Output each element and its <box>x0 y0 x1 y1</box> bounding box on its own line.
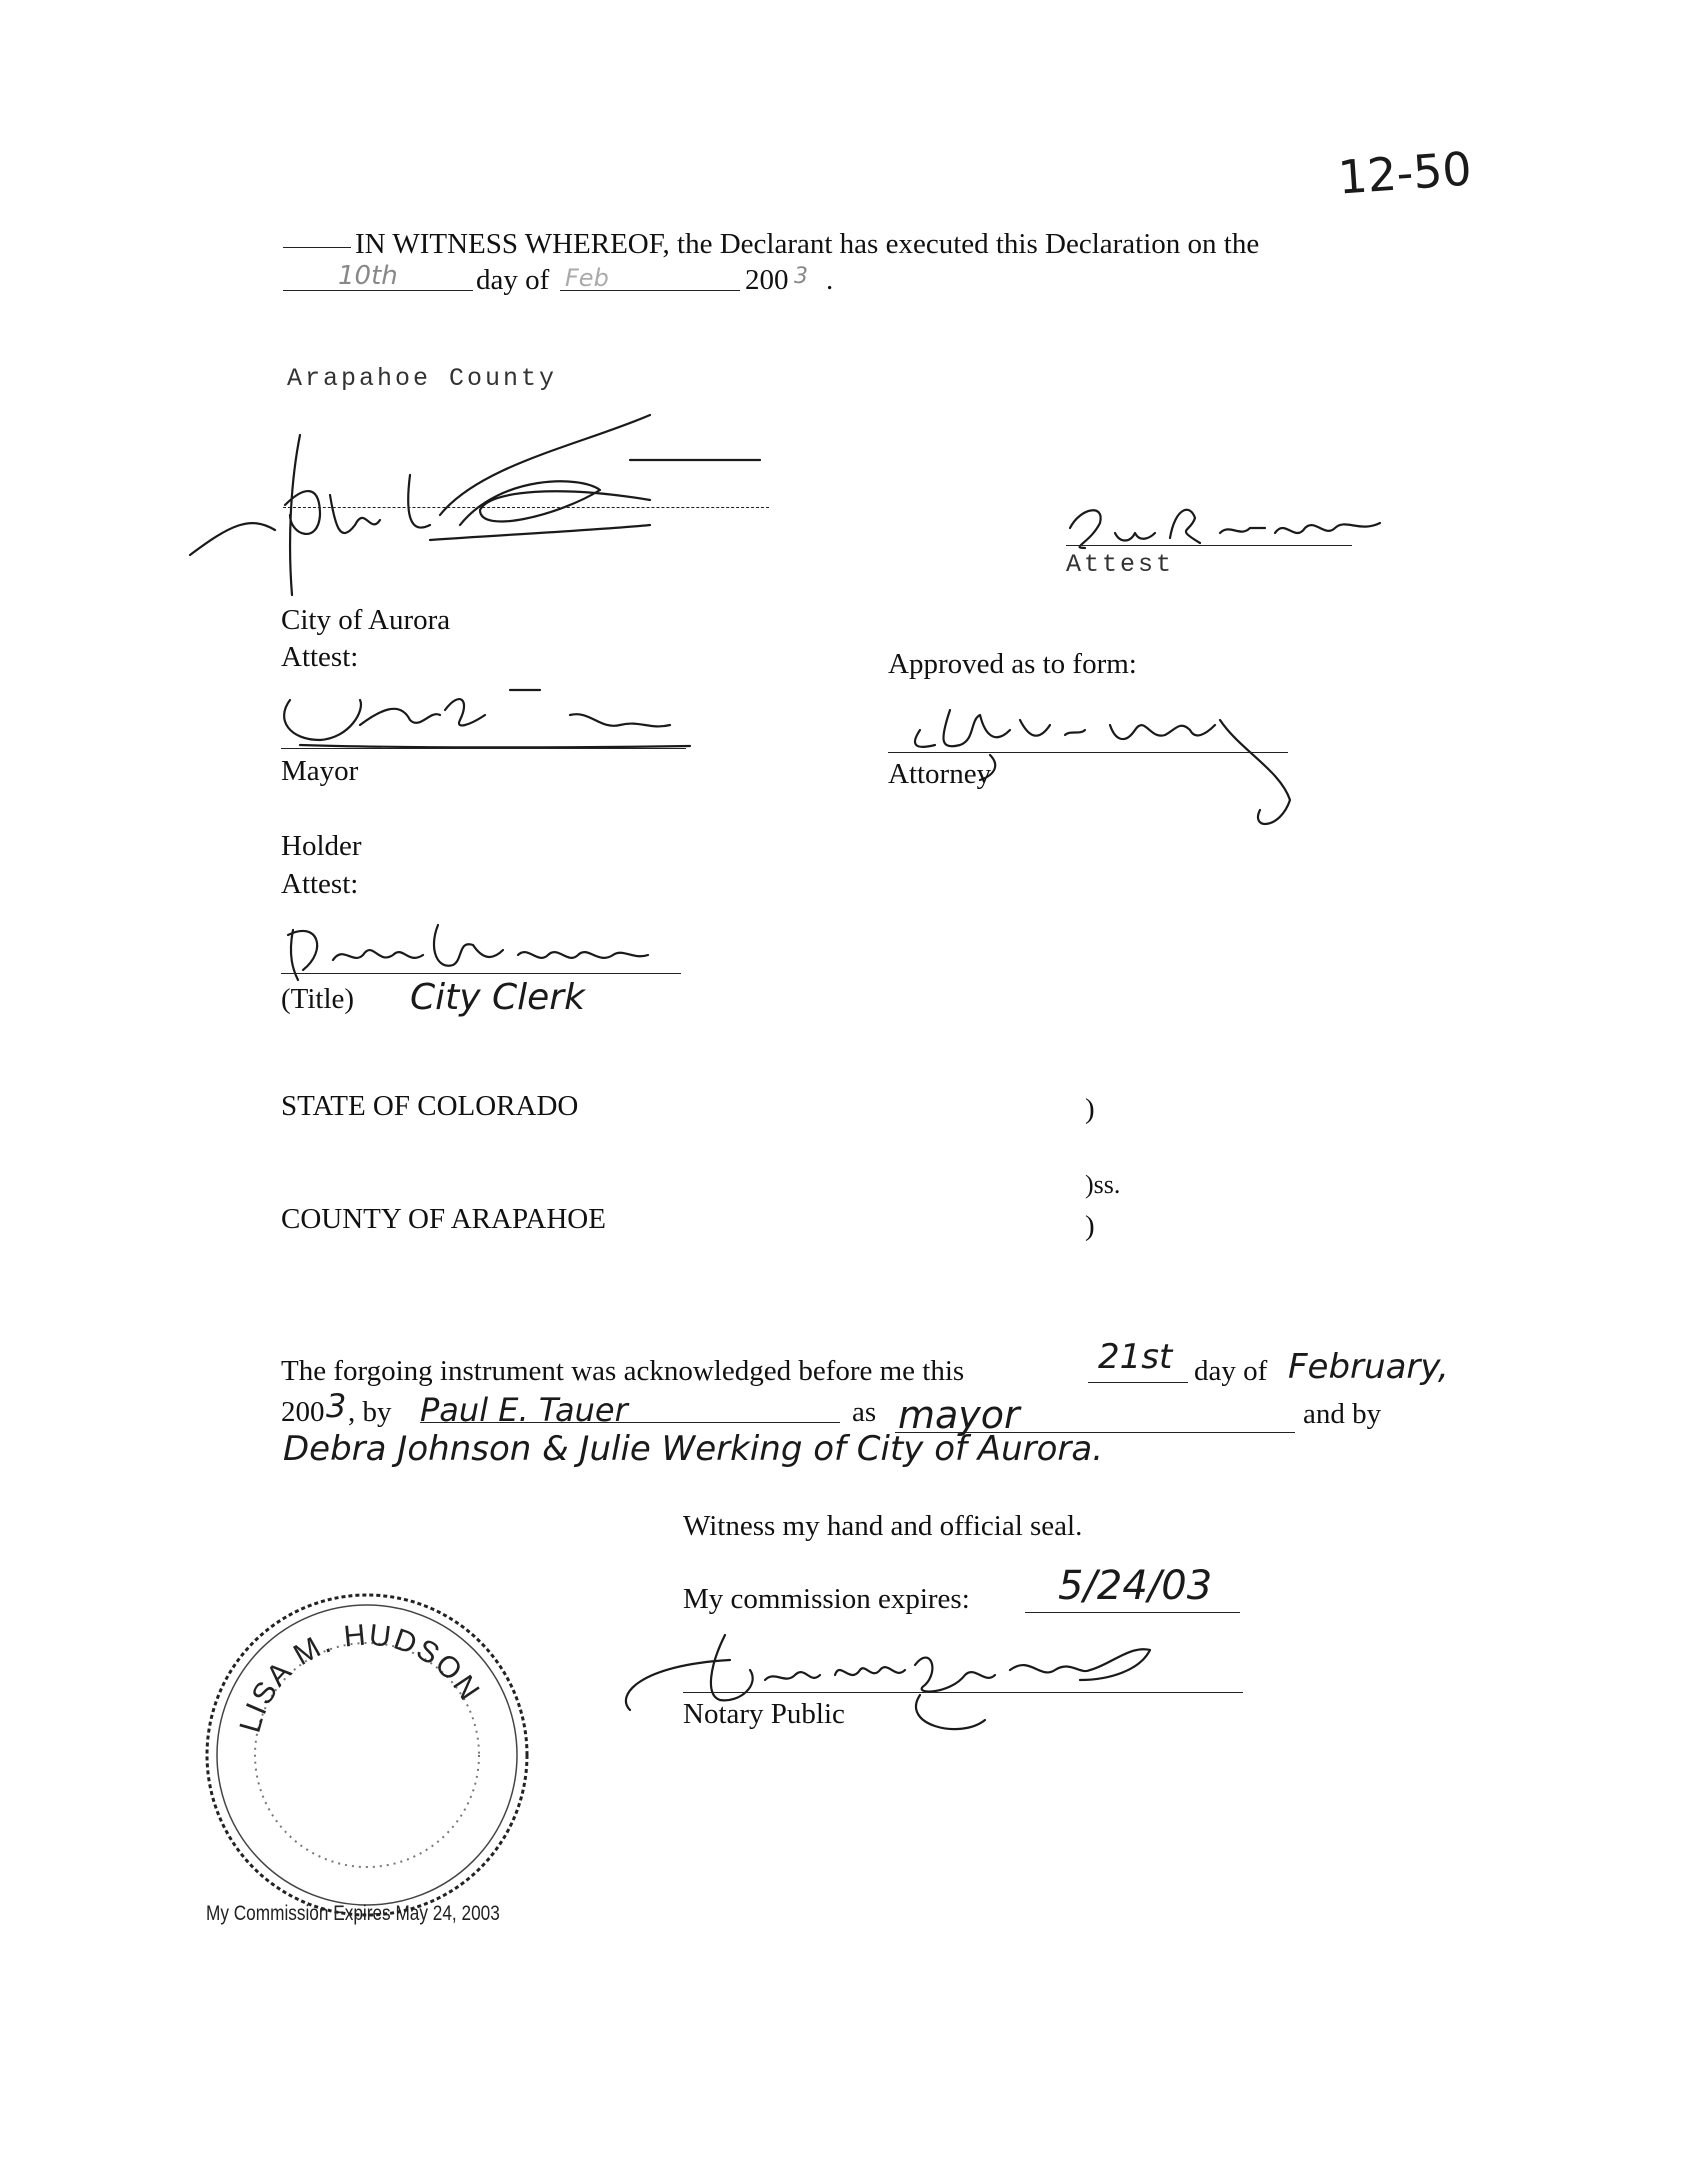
venue-ss: )ss. <box>1085 1170 1121 1199</box>
witness-year-digit: 3 <box>794 264 808 289</box>
county-label: Arapahoe County <box>287 364 558 393</box>
ack-and-by: and by <box>1303 1398 1382 1430</box>
mayor-label: Mayor <box>281 755 359 787</box>
attest-signature-line <box>1066 545 1352 546</box>
ack-year-digit: 3 <box>326 1387 347 1425</box>
witness-period: . <box>826 264 834 296</box>
commission-expires-line <box>1025 1612 1240 1613</box>
ack-day: 21st <box>1098 1337 1173 1377</box>
county-name: COUNTY OF ARAPAHOE <box>281 1203 606 1235</box>
page-number: 12-50 <box>1336 141 1474 205</box>
witness-day-value: 10th <box>338 261 398 291</box>
witness-month-value: Feb <box>565 264 609 292</box>
notary-signature-line <box>683 1692 1243 1693</box>
ack-role: mayor <box>898 1393 1020 1437</box>
holder-name: Holder <box>281 830 362 862</box>
notary-seal <box>187 1575 547 1935</box>
ack-line3: Debra Johnson & Julie Werking of City of Aurora. <box>283 1429 1104 1469</box>
attest-signature <box>1060 488 1400 558</box>
county-signature-line <box>283 507 769 508</box>
commission-expires-value: 5/24/03 <box>1058 1563 1213 1609</box>
title-value: City Clerk <box>410 977 585 1018</box>
ack-month: February, <box>1288 1347 1449 1387</box>
witness-clause: IN WITNESS WHEREOF, the Declarant has executed this Declaration on the <box>355 228 1260 260</box>
clerk-signature-line <box>281 973 681 974</box>
notary-signature <box>610 1625 1250 1755</box>
ack-text: The forgoing instrument was acknowledged before me this <box>281 1355 965 1387</box>
attorney-label: Attorney <box>888 758 992 790</box>
attest-label: Attest <box>1066 550 1175 579</box>
ack-day-of: day of <box>1194 1355 1268 1387</box>
mayor-signature <box>270 670 700 760</box>
witness-blank-line <box>283 247 351 248</box>
approved-label: Approved as to form: <box>888 648 1137 680</box>
seal-name: LISA M. HUDSON <box>233 1618 487 1737</box>
venue-paren-bottom: ) <box>1085 1210 1095 1242</box>
venue-paren-top: ) <box>1085 1093 1095 1125</box>
ack-name1: Paul E. Tauer <box>420 1391 628 1429</box>
witness-day-label: day of <box>476 264 550 296</box>
city-name: City of Aurora <box>281 604 451 636</box>
state-label: STATE OF COLORADO <box>281 1090 579 1122</box>
ack-as: as <box>852 1396 877 1428</box>
ack-year-prefix: 200 <box>281 1396 325 1428</box>
commission-expires-label: My commission expires: <box>683 1583 970 1615</box>
title-label: (Title) <box>281 983 355 1015</box>
ack-by: , by <box>348 1396 392 1428</box>
city-attest-label: Attest: <box>281 641 359 673</box>
mayor-signature-line <box>281 748 686 749</box>
holder-attest-label: Attest: <box>281 868 359 900</box>
county-signature <box>180 405 860 605</box>
notary-title: Notary Public <box>683 1698 845 1730</box>
witness-year-prefix: 200 <box>745 264 789 296</box>
ack-day-line <box>1088 1382 1188 1383</box>
seal-caption: My Commission Expires May 24, 2003 <box>206 1902 500 1925</box>
witness-seal-text: Witness my hand and official seal. <box>683 1510 1083 1542</box>
attorney-signature-line <box>888 752 1288 753</box>
